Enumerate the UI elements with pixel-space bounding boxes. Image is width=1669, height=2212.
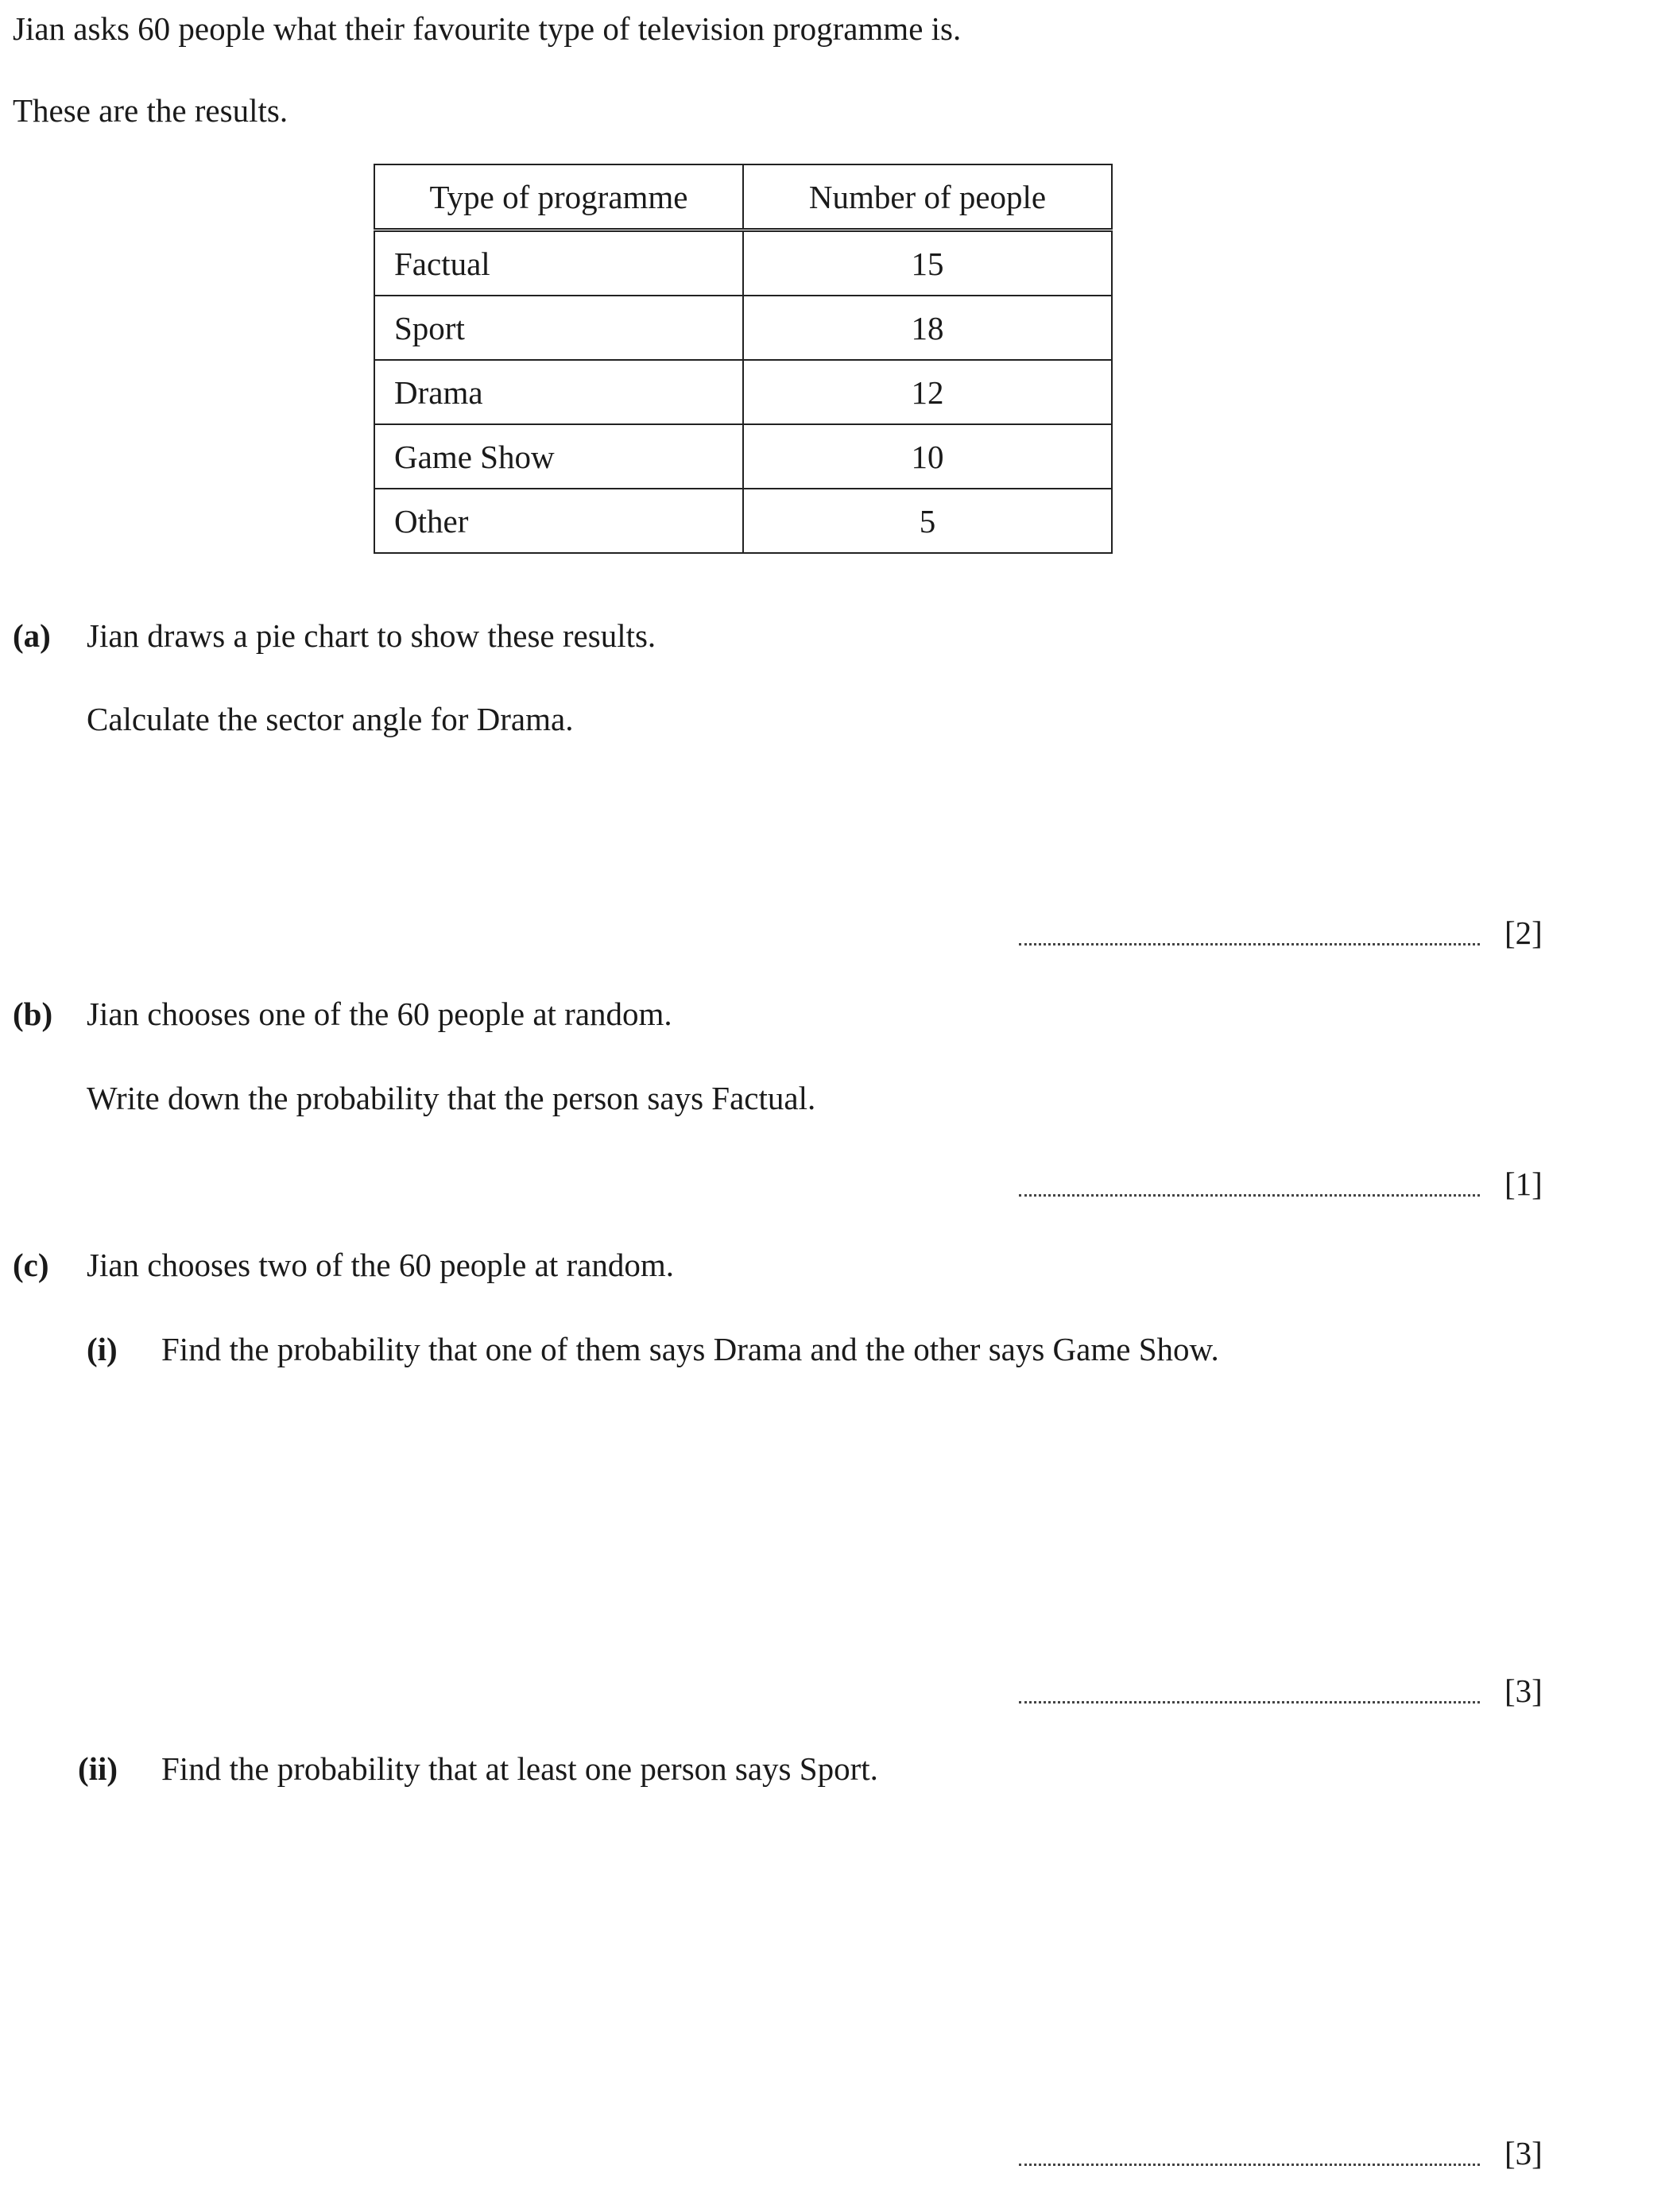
row-type: Other bbox=[374, 489, 743, 553]
row-type: Drama bbox=[374, 360, 743, 424]
table-row bbox=[374, 424, 1112, 489]
row-type: Sport bbox=[374, 296, 743, 360]
part-c-i-label: (i) bbox=[87, 1331, 118, 1367]
dotted-line bbox=[1019, 2164, 1480, 2166]
part-c-ii-text: Find the probability that at least one person says Sport. bbox=[161, 1750, 878, 1787]
part-c-i-marks: [3] bbox=[1504, 1673, 1543, 1709]
part-a-marks: [2] bbox=[1504, 915, 1543, 951]
table-row bbox=[374, 296, 1112, 360]
intro-line-1: Jian asks 60 people what their favourite type of television programme is. bbox=[13, 10, 962, 47]
part-b-text-1: Jian chooses one of the 60 people at random. bbox=[87, 996, 672, 1032]
row-type: Factual bbox=[374, 230, 743, 296]
part-b-marks: [1] bbox=[1504, 1166, 1543, 1202]
part-a-text-2: Calculate the sector angle for Drama. bbox=[87, 701, 574, 737]
dotted-line bbox=[1019, 1701, 1480, 1703]
part-a-label: (a) bbox=[13, 617, 51, 654]
row-type: Game Show bbox=[374, 424, 743, 489]
part-c-ii-label: (ii) bbox=[78, 1750, 118, 1787]
table-row bbox=[374, 230, 1112, 296]
header-count: Number of people bbox=[743, 164, 1112, 230]
part-c-ii-marks: [3] bbox=[1504, 2135, 1543, 2171]
part-a-text-1: Jian draws a pie chart to show these results. bbox=[87, 617, 656, 654]
table-header-row bbox=[374, 164, 1112, 230]
row-count: 12 bbox=[743, 360, 1112, 424]
results-table bbox=[374, 164, 1113, 554]
row-count: 5 bbox=[743, 489, 1112, 553]
part-c-ii-answer-line[interactable] bbox=[1019, 2134, 1480, 2172]
dotted-line bbox=[1019, 1194, 1480, 1197]
intro-line-2: These are the results. bbox=[13, 92, 288, 129]
part-a-answer-line[interactable] bbox=[1019, 914, 1480, 952]
part-b-text-2: Write down the probability that the person says Factual. bbox=[87, 1080, 816, 1116]
table-row bbox=[374, 489, 1112, 553]
row-count: 18 bbox=[743, 296, 1112, 360]
part-b-label: (b) bbox=[13, 996, 53, 1032]
part-c-text-1: Jian chooses two of the 60 people at random. bbox=[87, 1247, 674, 1283]
table-row bbox=[374, 360, 1112, 424]
part-c-i-text: Find the probability that one of them says Drama and the other says Game Show. bbox=[161, 1331, 1219, 1367]
header-type: Type of programme bbox=[374, 164, 743, 230]
part-b-answer-line[interactable] bbox=[1019, 1165, 1480, 1203]
part-c-label: (c) bbox=[13, 1247, 49, 1283]
row-count: 10 bbox=[743, 424, 1112, 489]
dotted-line bbox=[1019, 943, 1480, 946]
row-count: 15 bbox=[743, 230, 1112, 296]
part-c-i-answer-line[interactable] bbox=[1019, 1672, 1480, 1710]
